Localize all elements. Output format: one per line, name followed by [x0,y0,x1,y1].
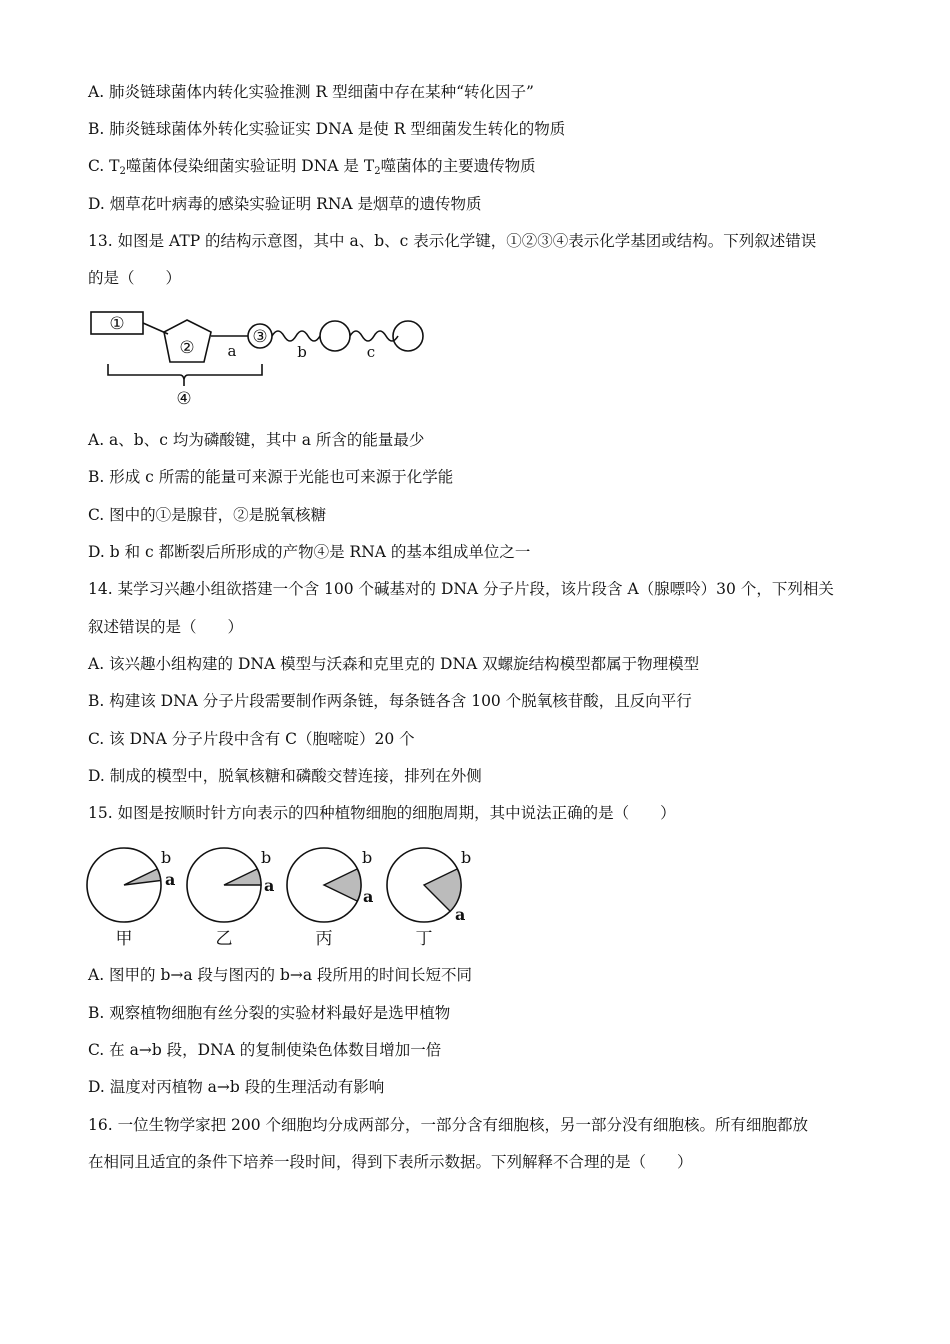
q12-option-c-part2: 噬菌体侵染细菌实验证明 DNA 是 T [125,157,375,175]
cycle-ding [387,848,471,949]
cycle-yi-name: 乙 [215,929,233,949]
cycle-ding-label-b: b [461,848,472,867]
q13-option-a: A. a、b、c 均为磷酸键，其中 a 所含的能量最少 [88,431,425,449]
q15-option-b: B. 观察植物细胞有丝分裂的实验材料最好是选甲植物 [88,1004,451,1022]
q12-option-c-sub1: 2 [119,166,126,177]
cycle-yi-label-a: a [264,876,275,895]
q13-option-c: C. 图中的①是腺苷，②是脱氧核糖 [88,506,327,524]
cycle-jia-label-a: a [165,870,176,889]
q14-option-c: C. 该 DNA 分子片段中含有 C（胞嘧啶）20 个 [88,730,415,748]
cycle-bing [287,848,373,949]
q12-option-c-part3: 噬菌体的主要遗传物质 [380,157,536,175]
q13-option-b: B. 形成 c 所需的能量可来源于光能也可来源于化学能 [88,468,454,486]
cycle-yi-label-b: b [261,848,272,867]
label-3: ③ [252,327,268,347]
label-b: b [297,343,307,361]
phosphate-2 [320,321,350,351]
q12-option-c-part1: C. T [88,157,120,175]
atp-structure-diagram [86,300,432,412]
brace-4 [108,364,262,379]
q14-option-d: D. 制成的模型中，脱氧核糖和磷酸交替连接，排列在外侧 [88,767,482,785]
bond-b [272,331,320,341]
label-a: a [227,342,237,360]
cycle-ding-name: 丁 [415,929,433,949]
q12-option-c [88,156,536,182]
label-1: ① [109,314,125,334]
q13-stem-line2: 的是（ ） [88,269,182,287]
cycle-jia-label-b: b [161,848,172,867]
bond-c [350,331,398,341]
label-4: ④ [176,389,192,409]
cycle-bing-name: 丙 [315,929,333,949]
q15-stem: 15. 如图是按顺时针方向表示的四种植物细胞的细胞周期，其中说法正确的是（ ） [88,804,676,822]
q16-stem-line1: 16. 一位生物学家把 200 个细胞均分成两部分，一部分含有细胞核，另一部分没有细胞核。所有细胞都放 [88,1116,809,1134]
q14-option-a: A. 该兴趣小组构建的 DNA 模型与沃森和克里克的 DNA 双螺旋结构模型都属于物理模型 [88,655,700,673]
q15-option-a: A. 图甲的 b→a 段与图丙的 b→a 段所用的时间长短不同 [88,966,473,984]
cycle-jia [87,848,175,949]
cell-cycle-diagrams [84,840,484,950]
q13-stem-line1: 13. 如图是 ATP 的结构示意图，其中 a、b、c 表示化学键，①②③④表示化学基团或结构。下列叙述错误 [88,232,817,250]
q15-option-c: C. 在 a→b 段，DNA 的复制使染色体数目增加一倍 [88,1041,442,1059]
q16-stem-line2: 在相同且适宜的条件下培养一段时间，得到下表所示数据。下列解释不合理的是（ ） [88,1153,693,1171]
label-c: c [366,343,376,361]
q12-option-d: D. 烟草花叶病毒的感染实验证明 RNA 是烟草的遗传物质 [88,195,482,213]
cycle-yi [187,848,274,949]
q12-option-b: B. 肺炎链球菌体外转化实验证实 DNA 是使 R 型细菌发生转化的物质 [88,120,566,138]
q13-option-d: D. b 和 c 都断裂后所形成的产物④是 RNA 的基本组成单位之一 [88,543,531,561]
cycle-ding-label-a: a [455,905,466,924]
q14-option-b: B. 构建该 DNA 分子片段需要制作两条链，每条链各含 100 个脱氧核苷酸，且反向平行 [88,692,692,710]
cycle-bing-label-b: b [362,848,373,867]
q12-option-c-sub2: 2 [374,166,381,177]
q14-stem-line1: 14. 某学习兴趣小组欲搭建一个含 100 个碱基对的 DNA 分子片段，该片段含 A（腺嘌呤）30 个，下列相关 [88,580,834,598]
q14-stem-line2: 叙述错误的是（ ） [88,618,244,636]
cycle-jia-name: 甲 [115,929,133,949]
q12-option-a: A. 肺炎链球菌体内转化实验推测 R 型细菌中存在某种“转化因子” [88,83,534,101]
cycle-bing-label-a: a [363,887,374,906]
label-2: ② [179,338,195,358]
q15-option-d: D. 温度对丙植物 a→b 段的生理活动有影响 [88,1078,385,1096]
